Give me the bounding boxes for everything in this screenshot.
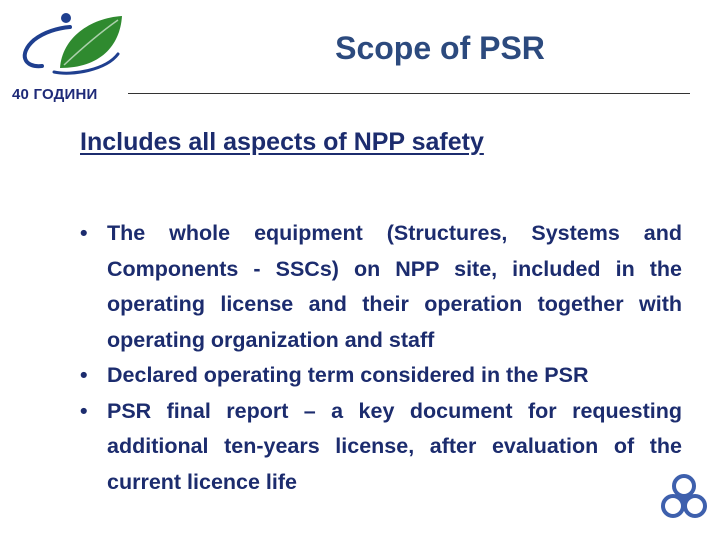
- company-logo-icon: [14, 10, 126, 82]
- corner-logo-icon: [660, 472, 708, 528]
- bullet-dot-icon: •: [80, 398, 88, 423]
- bullet-text: The whole equipment (Structures, Systems and Components - SSCs) on NPP site, included in the operating license and their operation together with operating organization and staff: [107, 221, 682, 352]
- bullet-dot-icon: •: [80, 221, 88, 245]
- bullet-dot-icon: •: [80, 363, 88, 387]
- bullet-text: Declared operating term considered in the PSR: [107, 363, 589, 387]
- list-item: [80, 394, 682, 501]
- header-divider: [128, 93, 690, 94]
- bullet-text: PSR final report – a key document for requesting additional ten-years license, after evaluation of the current licence life: [107, 398, 682, 494]
- page-title: Scope of PSR: [335, 30, 545, 66]
- section-subtitle: Includes all aspects of NPP safety: [80, 128, 484, 156]
- logo-caption: 40 ГОДИНИ: [12, 86, 98, 103]
- bullet-list: [80, 216, 682, 500]
- list-item: [80, 216, 682, 358]
- list-item: [80, 358, 682, 394]
